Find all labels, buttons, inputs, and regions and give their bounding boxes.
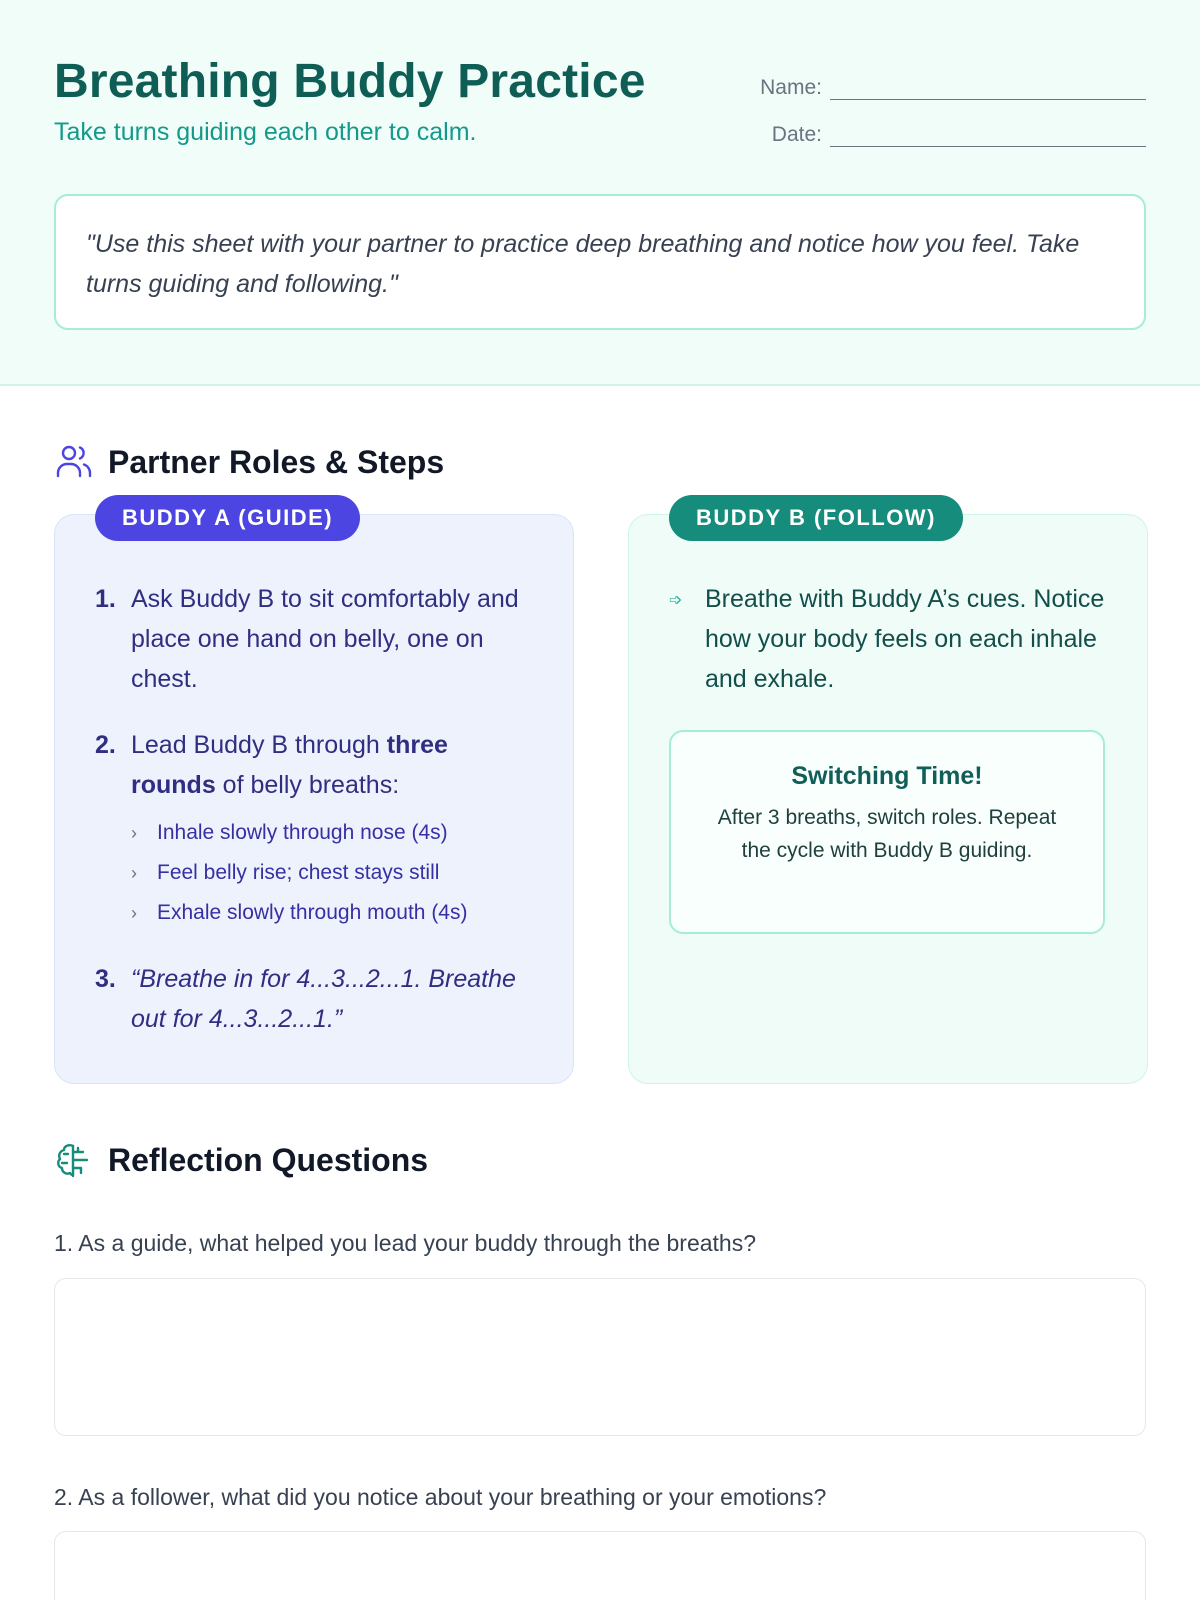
question-2: 2. As a follower, what did you notice about your breathing or your emotions? xyxy=(54,1484,827,1510)
chevron-right-icon: › xyxy=(131,863,137,883)
brain-icon xyxy=(54,1140,94,1180)
date-field[interactable] xyxy=(772,123,1146,147)
step-1 xyxy=(95,579,535,699)
step-2-post: of belly breaths: xyxy=(215,771,400,799)
chevron-right-icon: › xyxy=(131,903,137,923)
page-subtitle: Take turns guiding each other to calm. xyxy=(54,118,477,146)
step-2 xyxy=(95,725,535,933)
step-number: 3. xyxy=(95,965,116,993)
name-field[interactable] xyxy=(760,76,1146,100)
step-number: 1. xyxy=(95,585,116,613)
answer-box-2[interactable] xyxy=(54,1531,1146,1600)
buddy-a-steps xyxy=(95,579,535,1065)
reflection-section-heading xyxy=(54,1140,428,1180)
intro-quote: "Use this sheet with your partner to practice deep breathing and notice how you feel. Take turns guiding and following." xyxy=(54,194,1146,330)
step-3 xyxy=(95,959,535,1039)
step-text: “Breathe in for 4...3...2...1. Breathe out for 4...3...2...1.” xyxy=(131,965,516,1033)
step-2-pre: Lead Buddy B through xyxy=(131,731,387,759)
arrow-right-icon: ➩ xyxy=(669,592,683,609)
page-title: Breathing Buddy Practice xyxy=(54,55,646,108)
roles-section-heading xyxy=(54,442,444,482)
reflection-heading-text: Reflection Questions xyxy=(108,1141,429,1178)
substep-item xyxy=(131,893,535,933)
header-band xyxy=(0,0,1200,386)
buddy-b-instruction xyxy=(669,579,1109,699)
substep-text: Exhale slowly through mouth (4s) xyxy=(157,901,468,924)
name-label: Name: xyxy=(760,76,822,99)
step-text xyxy=(131,725,535,933)
roles-heading-text: Partner Roles & Steps xyxy=(108,443,445,480)
substeps-list xyxy=(131,813,535,933)
date-line[interactable] xyxy=(830,127,1146,147)
buddy-a-badge: BUDDY A (GUIDE) xyxy=(95,495,360,541)
substep-text: Inhale slowly through nose (4s) xyxy=(157,821,448,844)
step-2-emphasis: three rounds xyxy=(131,731,448,799)
substep-item xyxy=(131,813,535,853)
step-number: 2. xyxy=(95,731,116,759)
question-1: 1. As a guide, what helped you lead your buddy through the breaths? xyxy=(54,1230,757,1256)
name-line[interactable] xyxy=(830,80,1146,100)
buddy-b-text: Breathe with Buddy A’s cues. Notice how your body feels on each inhale and exhale. xyxy=(705,585,1105,693)
switch-text: After 3 breaths, switch roles. Repeat the cycle with Buddy B guiding. xyxy=(717,806,1057,862)
buddy-b-badge: BUDDY B (FOLLOW) xyxy=(669,495,963,541)
buddy-a-card xyxy=(54,505,574,1084)
date-label: Date: xyxy=(771,123,822,146)
switching-time-callout xyxy=(669,730,1105,934)
step-text: Ask Buddy B to sit comfortably and place one hand on belly, one on chest. xyxy=(131,585,519,693)
buddy-b-card xyxy=(628,505,1148,1084)
substep-item xyxy=(131,853,535,893)
switch-title: Switching Time! xyxy=(791,762,983,790)
users-icon xyxy=(54,442,94,482)
chevron-right-icon: › xyxy=(131,823,137,843)
answer-box-1[interactable] xyxy=(54,1278,1146,1436)
substep-text: Feel belly rise; chest stays still xyxy=(157,861,440,884)
